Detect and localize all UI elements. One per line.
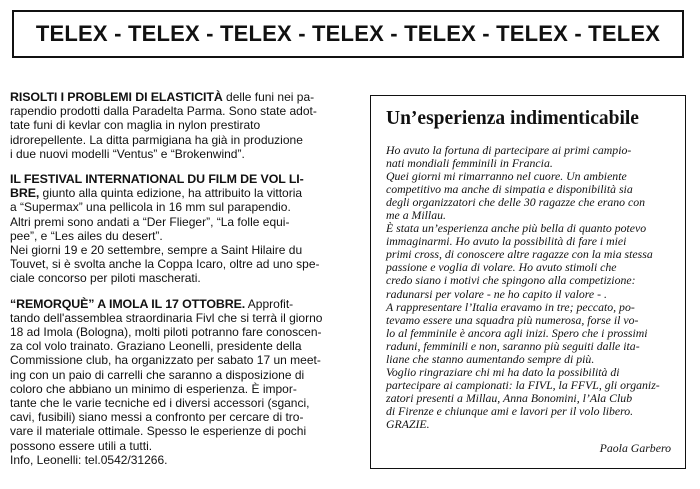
news-item-remorque [10, 297, 362, 467]
news-line: Nei giorni 19 e 20 settembre, sempre a Saint Hilaire du [10, 243, 303, 258]
article-line: partecipare ai campionati: la FIVL, la FFVL, gli organiz- [386, 377, 660, 392]
news-line: pee”, e “Les ailes du desert”. [10, 228, 163, 243]
article-box [370, 95, 686, 469]
news-line: i due nuovi modelli “Ventus” e “Brokenwind”. [10, 146, 245, 161]
news-text: giunto alla quinta edizione, ha attribuito la vittoria [39, 186, 303, 201]
news-line: Info, Leonelli: tel.0542/31266. [10, 452, 168, 467]
article-line: radunarsi per volare - ne ho capito il valore - . [386, 286, 607, 301]
news-line: za col volo trainato. Graziano Leonelli, presidente della [10, 339, 302, 354]
article-line: zatori presenti a Millau, Anna Bonomini, l’Ala Club [386, 390, 633, 405]
article-line: credo siano i motivi che spingono alla competizione: [386, 273, 636, 288]
news-line: tando dell'assemblea straordinaria Fivl che si terrà il giorno [10, 310, 323, 325]
news-headline: RISOLTI I PROBLEMI DI ELASTICITÀ [10, 90, 223, 104]
news-line: ciale concorso per piloti mascherati. [10, 271, 201, 286]
banner-text: TELEX - TELEX - TELEX - TELEX - TELEX - TELEX - TELEX [35, 21, 661, 46]
article-line: me a Millau. [386, 208, 446, 223]
news-item-festival [10, 172, 362, 286]
news-line [10, 172, 362, 186]
news-line: tate funi di kevlar con maglia in nylon prestirato [10, 118, 261, 133]
article-line: passione e voglia di volare. Ho avuto stimoli che [386, 260, 617, 275]
article-title: Un’esperienza indimenticabile [386, 108, 639, 129]
news-line: a “Supermax” una pellicola in 16 mm sul parapendio. [10, 200, 291, 215]
news-text: delle funi nei pa- [222, 90, 315, 104]
article-body [386, 144, 680, 431]
news-line: cavi, fusibili) siano messi a confronto per cercare di tro- [10, 410, 304, 425]
news-item-elasticita [10, 90, 362, 161]
article-line: nati mondiali femminili in Francia. [386, 156, 553, 171]
article-line: di Firenze e chiunque ami e lavori per il volo libero. [386, 403, 634, 418]
article-line: liane che stanno aumentando sempre di più. [386, 351, 595, 366]
article-signature: Paola Garbero [599, 441, 671, 455]
article-line: degli organizzatori che delle 30 ragazze che erano con [386, 195, 646, 210]
article-line: Ho avuto la fortuna di partecipare ai primi campio- [386, 143, 632, 157]
news-headline: IL FESTIVAL INTERNATIONAL DU FILM DE VOL LI- [10, 172, 304, 187]
news-line: coloro che abbiano un minimo di esperienza. È impor- [10, 381, 297, 396]
article-line: È stata un’esperienza anche più bella di quanto potevo [386, 221, 647, 236]
news-column [10, 90, 362, 478]
article-line: immaginarmi. Ho avuto la possibilità di fare i miei [386, 234, 627, 249]
telex-banner [12, 10, 684, 58]
news-text: Approfit- [245, 296, 294, 311]
news-line: tante che le varie tecniche ed i diversi accessori (sganci, [10, 396, 310, 411]
news-line: idrorepellente. La ditta parmigiana ha già in produzione [10, 132, 303, 147]
news-line: possono essere utili a tutti. [10, 438, 153, 453]
news-line [10, 297, 362, 311]
news-line [10, 90, 362, 104]
news-line: vare il materiale ottimale. Spesso le esperienze di pochi [10, 424, 307, 439]
article-line: A rappresentare l’Italia eravamo in tre; peccato, po- [386, 299, 635, 314]
article-line: competitivo ma anche di simpatia e disponibilità sia [386, 182, 633, 197]
news-line: Commissione club, ha organizzato per sabato 17 un meet- [10, 353, 321, 368]
news-line: Altri premi sono andati a “Der Flieger”, “La folle equi- [10, 214, 290, 229]
article-line: primi cross, di conoscere altre ragazze con la mia stessa [386, 247, 653, 262]
news-line: 18 ad Imola (Bologna), molti piloti potranno fare conoscen- [10, 325, 322, 340]
article-line: Voglio ringraziare chi mi ha dato la possibilità di [386, 364, 620, 379]
news-line [10, 186, 362, 200]
news-line: ing con un paio di carrelli che saranno a disposizione di [10, 367, 305, 382]
news-headline: “REMORQUÈ” A IMOLA IL 17 OTTOBRE. [10, 296, 246, 311]
news-line: rapendio prodotti dalla Paradelta Parma. Sono state adot- [10, 104, 317, 119]
article-line: Quei giorni mi rimarranno nel cuore. Un ambiente [386, 169, 627, 184]
article-line: lo al femminile è ancora agli inizi. Spero che i prossimi [386, 325, 648, 340]
news-line: Touvet, si è svolta anche la Coppa Icaro, oltre ad uno spe- [10, 257, 320, 272]
article-line: tevamo essere una squadra più numerosa, forse il vo- [386, 312, 639, 327]
news-headline-cont: BRE, [10, 186, 40, 201]
article-line: GRAZIE. [386, 416, 430, 431]
article-line: raduni, femminili e non, saranno più seguiti dalle ita- [386, 338, 640, 353]
